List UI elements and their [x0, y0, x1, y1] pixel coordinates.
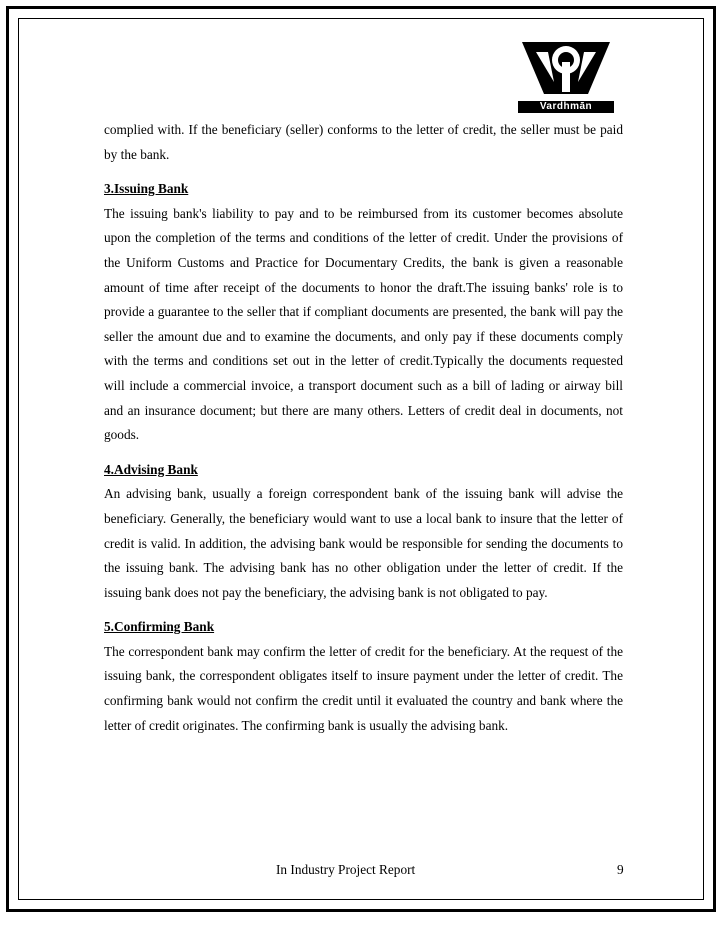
section-heading-advising-bank: 4.Advising Bank	[104, 461, 198, 477]
section-body-confirming-bank: The correspondent bank may confirm the letter of credit for the beneficiary. At the request of the issuing bank, the correspondent obligates itself to insure payment under the letter of credit. The confirming bank would not confirm the credit until it evaluated the country and bank where the letter of credit originates. The confirming bank is usually the advising bank.	[104, 643, 623, 733]
logo-label: Vardhmān	[518, 101, 614, 113]
footer-title: In Industry Project Report	[276, 862, 416, 877]
page-content	[104, 118, 623, 738]
page-number: 9	[617, 862, 624, 877]
intro-paragraph: complied with. If the beneficiary (seller) conforms to the letter of credit, the seller must be paid by the bank.	[104, 122, 623, 162]
section-heading-issuing-bank: 3.Issuing Bank	[104, 181, 189, 197]
vardhman-logo	[518, 38, 614, 114]
section-body-advising-bank: An advising bank, usually a foreign correspondent bank of the issuing bank will advise the beneficiary. Generally, the beneficiary would want to use a local bank to insure that the letter of credit is valid. In addition, the advising bank would be responsible for sending the documents to the issuing bank. The advising bank has no other obligation under the letter of credit. If the issuing bank does not pay the beneficiary, the advising bank is not obligated to pay.	[104, 486, 623, 600]
section-body-issuing-bank: The issuing bank's liability to pay and to be reimbursed from its customer becomes absolute upon the completion of the terms and conditions of the letter of credit. Under the provisions of the Uniform Customs and Practice for Documentary Credits, the bank is given a reasonable amount of time after receipt of the documents to honor the draft.The issuing banks' role is to provide a guarantee to the seller that if compliant documents are presented, the bank will pay the seller the amount due and to examine the documents, and only pay if these documents comply with the terms and conditions set out in the letter of credit.Typically the documents requested will include a commercial invoice, a transport document such as a bill of lading or airway bill and an insurance document; but there are many others. Letters of credit deal in documents, not goods.	[104, 205, 623, 443]
section-heading-confirming-bank: 5.Confirming Bank	[104, 619, 215, 635]
vardhman-logo-icon	[518, 38, 614, 100]
